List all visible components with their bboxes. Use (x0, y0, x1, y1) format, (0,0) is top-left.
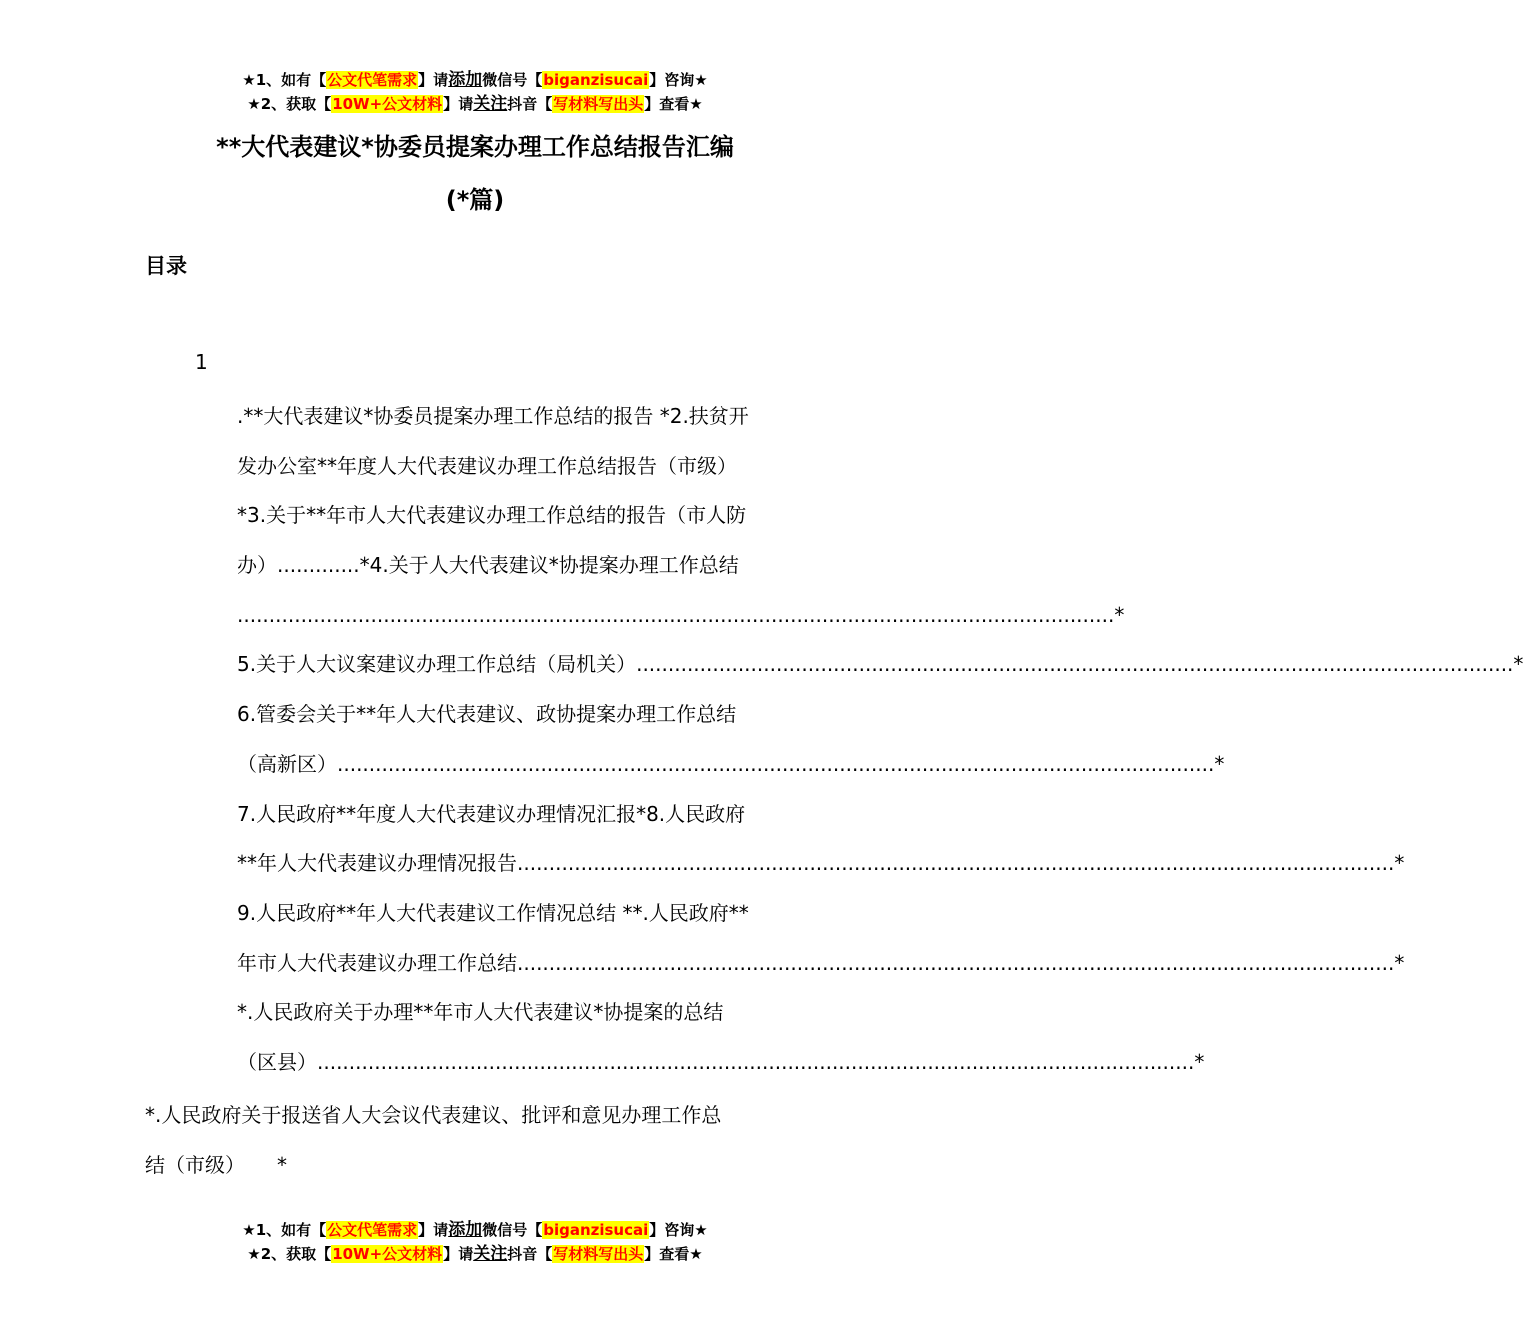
toc-line (237, 541, 807, 591)
toc-leader-dots: .......................................................................................................................................... (337, 751, 1215, 776)
toc-entry-text: 结（市级） (145, 1153, 245, 1177)
toc-line (145, 1090, 805, 1140)
toc-entry-text: 7.人民政府**年度人大代表建议办理情况汇报*8.人民政府 (237, 801, 746, 826)
toc-entry-text: 9.人民政府**年人大代表建议工作情况总结 **.人民政府** (237, 900, 749, 925)
toc-line (237, 591, 1125, 641)
banner-text: 】请 (443, 1245, 474, 1263)
toc-line (237, 988, 807, 1038)
banner-text: 抖音【 (507, 1245, 553, 1263)
toc-entry-text: （区县） (237, 1049, 317, 1074)
toc-line (237, 690, 807, 740)
toc-leader-dots: .......................................................................................................................................... (636, 652, 1514, 677)
banner-underlined: 添加 (448, 70, 483, 90)
toc-entry-text: *.人民政府关于报送省人大会议代表建议、批评和意见办理工作总 (145, 1103, 722, 1127)
toc-page-marker: * (1214, 751, 1225, 776)
toc-entry-text: *3.关于**年市人大代表建议办理工作总结的报告（市人防 (237, 503, 747, 528)
toc-line (237, 392, 807, 442)
banner-line-2 (0, 92, 950, 116)
toc-entry-text: 6.管委会关于**年人大代表建议、政协提案办理工作总结 (237, 702, 737, 727)
banner-text: 】查看★ (644, 1245, 703, 1263)
banner-underlined: 添加 (448, 1220, 483, 1240)
toc-page-marker: * (277, 1153, 287, 1177)
banner-text: 】咨询★ (649, 71, 708, 89)
banner-text: 】请 (418, 1221, 449, 1239)
document-title: **大代表建议*协委员提案办理工作总结报告汇编 (216, 133, 734, 161)
toc-entry-text: 年市人大代表建议办理工作总结 (237, 950, 517, 975)
toc-entry-text: 办）.............*4.关于人大代表建议*协提案办理工作总结 (237, 553, 739, 578)
banner-highlight: 10W+公文材料 (332, 95, 443, 113)
banner-text: 】查看★ (644, 95, 703, 113)
toc-page-marker: * (1114, 602, 1125, 627)
banner-text: 】请 (443, 95, 474, 113)
toc-page-marker: * (1194, 1049, 1205, 1074)
banner-underlined: 关注 (473, 94, 508, 114)
banner-line-2 (0, 1242, 950, 1266)
toc-leader-dots: .......................................................................................................................................... (237, 602, 1115, 627)
banner-text: 抖音【 (507, 95, 553, 113)
banner-underlined: 关注 (473, 1244, 508, 1264)
toc-line (237, 640, 1523, 690)
toc-line (237, 889, 807, 939)
banner-highlight: 公文代笔需求 (327, 71, 418, 89)
banner-text: 】请 (418, 71, 449, 89)
toc-line (237, 491, 807, 541)
toc-number: 1 (195, 350, 208, 374)
toc-line (237, 1038, 1205, 1088)
banner-wechat-id: biganzisucai (543, 1221, 649, 1239)
toc-line (145, 1140, 805, 1190)
banner-text: ★2、获取【 (247, 1245, 332, 1263)
bottom-banner (0, 1218, 950, 1266)
toc-leader-dots: .......................................................................................................................................... (517, 950, 1395, 975)
banner-text: 微信号【 (482, 71, 543, 89)
toc-line (237, 839, 1405, 889)
banner-line-1 (0, 68, 950, 92)
banner-text: ★1、如有【 (242, 71, 327, 89)
toc-entry-text: *.人民政府关于办理**年市人大代表建议*协提案的总结 (237, 1000, 724, 1025)
document-subtitle: (*篇) (445, 186, 505, 214)
banner-highlight: 公文代笔需求 (327, 1221, 418, 1239)
banner-text: 微信号【 (482, 1221, 543, 1239)
toc-line (237, 740, 1225, 790)
toc-entry-text: （高新区） (237, 751, 337, 776)
banner-highlight: 10W+公文材料 (332, 1245, 443, 1263)
banner-text: ★2、获取【 (247, 95, 332, 113)
toc-line (237, 442, 807, 492)
toc-entry-text: 5.关于人大议案建议办理工作总结（局机关） (237, 652, 637, 677)
banner-text: 】咨询★ (649, 1221, 708, 1239)
toc-line (237, 790, 807, 840)
toc-page-marker: * (1394, 950, 1405, 975)
banner-douyin-id: 写材料写出头 (553, 1245, 644, 1263)
toc-page-marker: * (1394, 851, 1405, 876)
top-banner (0, 68, 950, 116)
banner-douyin-id: 写材料写出头 (553, 95, 644, 113)
toc-heading: 目录 (145, 254, 187, 278)
banner-wechat-id: biganzisucai (543, 71, 649, 89)
toc-line (237, 939, 1405, 989)
toc-list (237, 392, 1523, 1088)
toc-page-marker: * (1513, 652, 1523, 677)
toc-leader-dots: .......................................................................................................................................... (517, 851, 1395, 876)
toc-entry-text: .**大代表建议*协委员提案办理工作总结的报告 *2.扶贫开 (237, 404, 749, 428)
banner-line-1 (0, 1218, 950, 1242)
toc-tail (145, 1090, 805, 1190)
banner-text: ★1、如有【 (242, 1221, 327, 1239)
toc-entry-text: 发办公室**年度人大代表建议办理工作总结报告（市级） (237, 453, 737, 478)
toc-leader-dots: .......................................................................................................................................... (317, 1049, 1195, 1074)
toc-entry-text: **年人大代表建议办理情况报告 (237, 851, 517, 876)
